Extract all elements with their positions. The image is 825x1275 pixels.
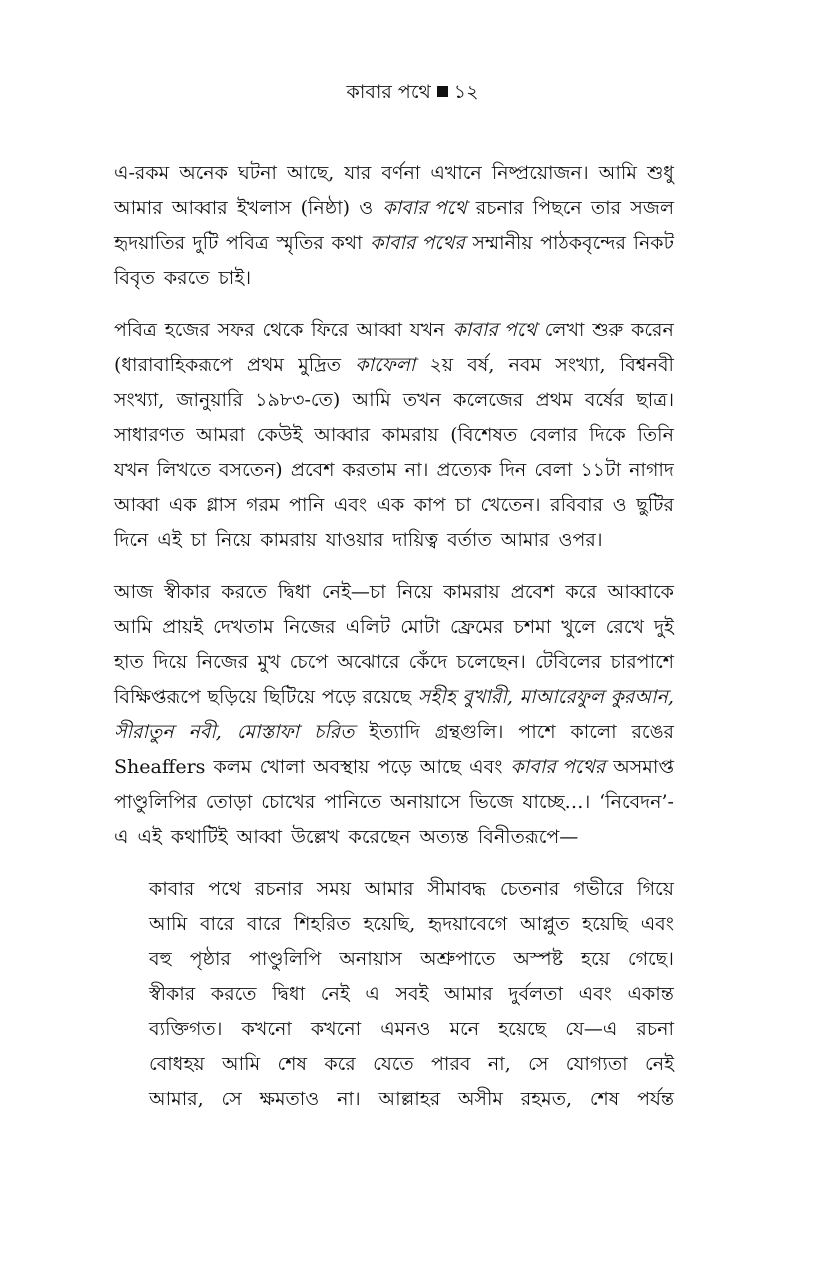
word: তার [590,197,622,219]
italic-word: কাবার পথে [382,197,467,219]
word: দ্বিধা [272,983,306,1005]
word: করতাম [342,459,397,481]
word: ও [359,197,374,219]
word: আমি [114,616,153,638]
word: রচনার [475,197,524,219]
text-line [114,191,674,226]
word: ভিজে [469,791,514,813]
word: সবই [395,983,429,1005]
word: পর্যন্ত [637,1088,674,1110]
word: আল্লাহর [378,1088,441,1110]
word: কেঁদে [408,651,448,673]
italic-word: চরিত [313,721,355,743]
word: ছিটিয়ে [263,686,316,708]
word: আব্বার [171,197,228,219]
word: অস্পষ্ট [513,948,564,970]
word: যার [344,162,372,184]
word: অনায়াস [339,948,402,970]
text-line [114,575,674,610]
word: অঝোরে [337,651,400,673]
word: গিয়ে [637,878,674,900]
block-quote [149,872,674,1117]
word: সফর [217,319,255,341]
word: এক [168,494,197,516]
word: এবং [469,756,503,778]
italic-word: কাফেলা [355,354,416,376]
word: করেন [631,319,674,341]
word: ইখলাস [236,197,292,219]
word: লিখতে [156,459,211,481]
word: স্মৃতির [276,232,324,254]
word: ফিরে [311,319,349,341]
word: প্রত্যেক [436,459,492,481]
word: কালো [570,721,617,743]
text-line [114,750,674,785]
word: শুধু [646,162,674,184]
word: গভীরে [573,878,624,900]
word: বারে [246,913,282,935]
word: আমার [114,197,163,219]
running-header [0,78,825,106]
word: নিজের [283,616,336,638]
word: প্রবেশ [510,581,555,603]
text-line [114,156,674,191]
text-line [149,977,674,1012]
word: হয়েছি, [363,913,416,935]
word: লেখা [544,319,585,341]
word: সম্মানীয় [472,232,533,254]
word: পড়ে [321,686,356,708]
word: রয়েছে [362,686,412,708]
word: করে [324,1053,356,1075]
word: আমি [149,913,188,935]
word: অনায়াসে [390,791,461,813]
word: ২য় [429,354,454,376]
word: প্রথম [535,389,573,411]
word: সংখ্যা, [114,389,165,411]
word: প্রায়ই [162,616,204,638]
word: পাণ্ডুলিপির [114,791,197,813]
word: সে [528,1053,549,1075]
italic-word: নবী, [188,721,222,743]
word: রবিবার [550,494,604,516]
word: বিশ্বনবী [619,354,674,376]
word: দ্বিধা [278,581,311,603]
word: নিকট [633,232,674,254]
word: আমার [444,983,493,1005]
word: রহমত, [520,1088,573,1110]
word: এলিট [345,616,391,638]
word: অবস্থায় [313,756,370,778]
word: ক্ষমতাও [259,1088,320,1110]
word: বর্ষের [584,389,624,411]
text-line [149,1012,674,1047]
word: চলেছেন। [456,651,526,673]
word: হাত [114,651,144,673]
paragraph-2 [114,313,674,558]
word: বসতেন) [218,459,283,481]
word: অনেক [179,162,228,184]
word: Sheaffers [114,756,206,778]
word: করে [565,581,597,603]
word: রেখে [605,616,644,638]
text-line [114,785,674,820]
word: যোগ্যতা [565,1053,628,1075]
word: কলেজের [453,389,524,411]
word: হৃদয়াবেগে [428,913,508,935]
word: চোখের [261,791,316,813]
word: এখানে [430,162,482,184]
word: আমরা [196,424,245,446]
text-line [114,680,674,715]
word: হৃদয়াতির [114,232,186,254]
word: এ-রকম [114,162,170,184]
text-line [114,313,674,348]
word: ব্যক্তিগত। [149,1018,223,1040]
word: বেলা [534,459,573,481]
word: কখনো [310,1018,362,1040]
word: জানুয়ারি [176,389,243,411]
word: সে [221,1088,242,1110]
word: পিছনে [532,197,582,219]
text-line [149,907,674,942]
word: আব্বা [356,319,402,341]
word: নেই [320,983,350,1005]
italic-word: বুখারী, [462,686,513,708]
text-line [114,523,674,558]
word: বর্ষ, [467,354,495,376]
word: নিয়ে [396,581,433,603]
word: করতে [210,983,257,1005]
word: বিবৃত করতে চাই। [114,267,251,289]
body-text [114,156,674,1117]
word: এ [365,983,380,1005]
word: অসমাপ্ত [613,756,674,778]
word: শেষ [589,1088,620,1110]
word: হয়েছে [498,1018,547,1040]
word: রচনা [636,1018,674,1040]
text-line [149,872,674,907]
word: চেপে [289,651,329,673]
word: কাপ [413,494,446,516]
word: না। [337,1088,361,1110]
word: বিক্ষিপ্তরূপে [114,686,201,708]
word: দিন [499,459,527,481]
word: পথে [208,878,242,900]
word: পাশে [518,721,556,743]
word: স্বীকার [149,983,196,1005]
word: চশমা [513,616,552,638]
word: ঘটনা [238,162,277,184]
word: তিনি [637,424,674,446]
word: শিহরিত [293,913,351,935]
word: নিজের [196,651,249,673]
word: এ এই কথাটিই আব্বা উল্লেখ করেছেন অত্যন্ত বিনীতরূপে— [114,826,579,848]
word: আছে, [287,162,335,184]
word: ১১টা [580,459,621,481]
word: টেবিলের [534,651,602,673]
word: যাচ্ছে…। [522,791,591,813]
word: এবং [578,983,612,1005]
word: পারব [431,1053,471,1075]
word: আমি [598,162,637,184]
word: অসীম [457,1088,503,1110]
word: হজের [164,319,210,341]
word: মোটা [400,616,440,638]
word: রচনার [254,878,303,900]
word: ফ্রেমের [450,616,504,638]
word: গরম [246,494,280,516]
word: কামরায় [381,424,439,446]
word: আব্বা [114,494,160,516]
word: স্বীকার [164,581,211,603]
word: ‘নিবেদন’- [599,791,674,813]
word: খেতেন। [480,494,541,516]
text-line [114,348,674,383]
word: মনে [449,1018,480,1040]
word: পবিত্র [114,319,157,341]
word: কাবার [149,878,195,900]
word: গেছে। [627,948,674,970]
word: (বিশেষত [450,424,518,446]
italic-word: মোস্তাফা [236,721,300,743]
word: করতে [221,581,268,603]
word: কামরায় [443,581,500,603]
word: প্রথম [246,354,284,376]
italic-word: সহীহ [417,686,456,708]
word: দেখতাম [213,616,274,638]
word: আমার, [149,1088,204,1110]
word: না। [404,459,429,481]
word: আমি [222,1053,261,1075]
word: যখন [409,319,445,341]
word: পড়ে [377,756,412,778]
word: এবং [333,494,368,516]
word: নেই—চা [321,581,386,603]
word: দুই [654,616,674,638]
word: মুখ [257,651,281,673]
text-line [114,261,674,296]
word: হয়ে [581,948,610,970]
word: বহু [149,948,172,970]
word: তোড়া [205,791,253,813]
word: আব্বাকে [607,581,674,603]
word: নবম [508,354,542,376]
italic-word: কাবার পথে [452,319,537,341]
text-line [149,1082,674,1117]
word: (নিষ্ঠা) [300,197,351,219]
word: ও [612,494,627,516]
word: খোলা [259,756,305,778]
word: যেতে [373,1053,414,1075]
word: বোধহয় [149,1053,205,1075]
word: আছে [419,756,462,778]
text-line [114,488,674,523]
word: মুদ্রিত [298,354,342,376]
word: ছুটির [636,494,674,516]
word: না, [487,1053,511,1075]
word: একান্ত [627,983,674,1005]
word: ছড়িয়ে [207,686,257,708]
italic-word: কুরআন, [610,686,674,708]
word: হয়েছি [582,913,628,935]
italic-word: মাআরেফুল [519,686,604,708]
word: ছাত্র। [636,389,674,411]
word: আমার [364,878,414,900]
word: সংখ্যা, [555,354,606,376]
word: পানি [289,494,325,516]
text-line [114,453,674,488]
word: চারপাশে [610,651,674,673]
word: আপ্লুত [520,913,570,935]
word: ইত্যাদি [369,721,420,743]
word: খুলে [561,616,596,638]
word: চেতনার [499,878,560,900]
word: বেলার [529,424,578,446]
paragraph-1 [114,156,674,296]
word: বারে [199,913,235,935]
italic-word: সীরাতুন [114,721,174,743]
word: দিয়ে [152,651,188,673]
word: সময় [316,878,352,900]
word: আজ [114,581,154,603]
word: দুর্বলতা [508,983,563,1005]
word: দিনে এই চা নিয়ে কামরায় যাওয়ার দায়িত্ব বর্তাত আমার ওপর। [114,529,603,551]
word: গ্লাস [206,494,237,516]
italic-word: কাবার পথের [510,756,606,778]
text-line [114,418,674,453]
word: (ধারাবাহিকরূপে [114,354,233,376]
word: সাধারণত [114,424,185,446]
word: থেকে [262,319,304,341]
word: দিকে [589,424,626,446]
word: যে—এ [565,1018,618,1040]
word: কথা [331,232,363,254]
word: দুটি [192,232,219,254]
text-line [114,226,674,261]
word: এবং [640,913,674,935]
word: আব্বার [314,424,371,446]
paragraph-3 [114,575,674,855]
word: এক [376,494,405,516]
text-line [149,1047,674,1082]
word: আমি [352,389,391,411]
word: কেউই [256,424,303,446]
text-line [149,942,674,977]
word: তখন [402,389,441,411]
word: কখনো [241,1018,292,1040]
word: নিষ্প্রয়োজন। [491,162,589,184]
word: কলম [213,756,252,778]
word: নেই [645,1053,674,1075]
word: নাগাদ [629,459,674,481]
word: এমনও [380,1018,431,1040]
word: সীমাবদ্ধ [427,878,486,900]
italic-word: কাবার পথের [370,232,465,254]
header-separator-square [437,86,448,97]
word: ১৯৮৩-তে) [255,389,341,411]
word: পানিতে [324,791,382,813]
word: পাণ্ডুলিপি [248,948,322,970]
word: পাঠকবৃন্দের [540,232,626,254]
word: প্রবেশ [290,459,335,481]
word: রঙের [631,721,674,743]
text-line [114,383,674,418]
word: শেষ [277,1053,307,1075]
word: গ্রন্থগুলি। [434,721,504,743]
word: সজল [630,197,674,219]
word: যখন [114,459,149,481]
page-number: ১২ [453,81,479,103]
text-line [114,820,674,855]
word: বর্ণনা [381,162,421,184]
word: পবিত্র [226,232,269,254]
text-line [114,645,674,680]
word: চা [455,494,471,516]
word: পৃষ্ঠার [189,948,231,970]
book-title: কাবার পথে [346,81,431,103]
text-line [114,610,674,645]
text-line [114,715,674,750]
word: শুরু [592,319,624,341]
word: অশ্রুপাতে [419,948,496,970]
